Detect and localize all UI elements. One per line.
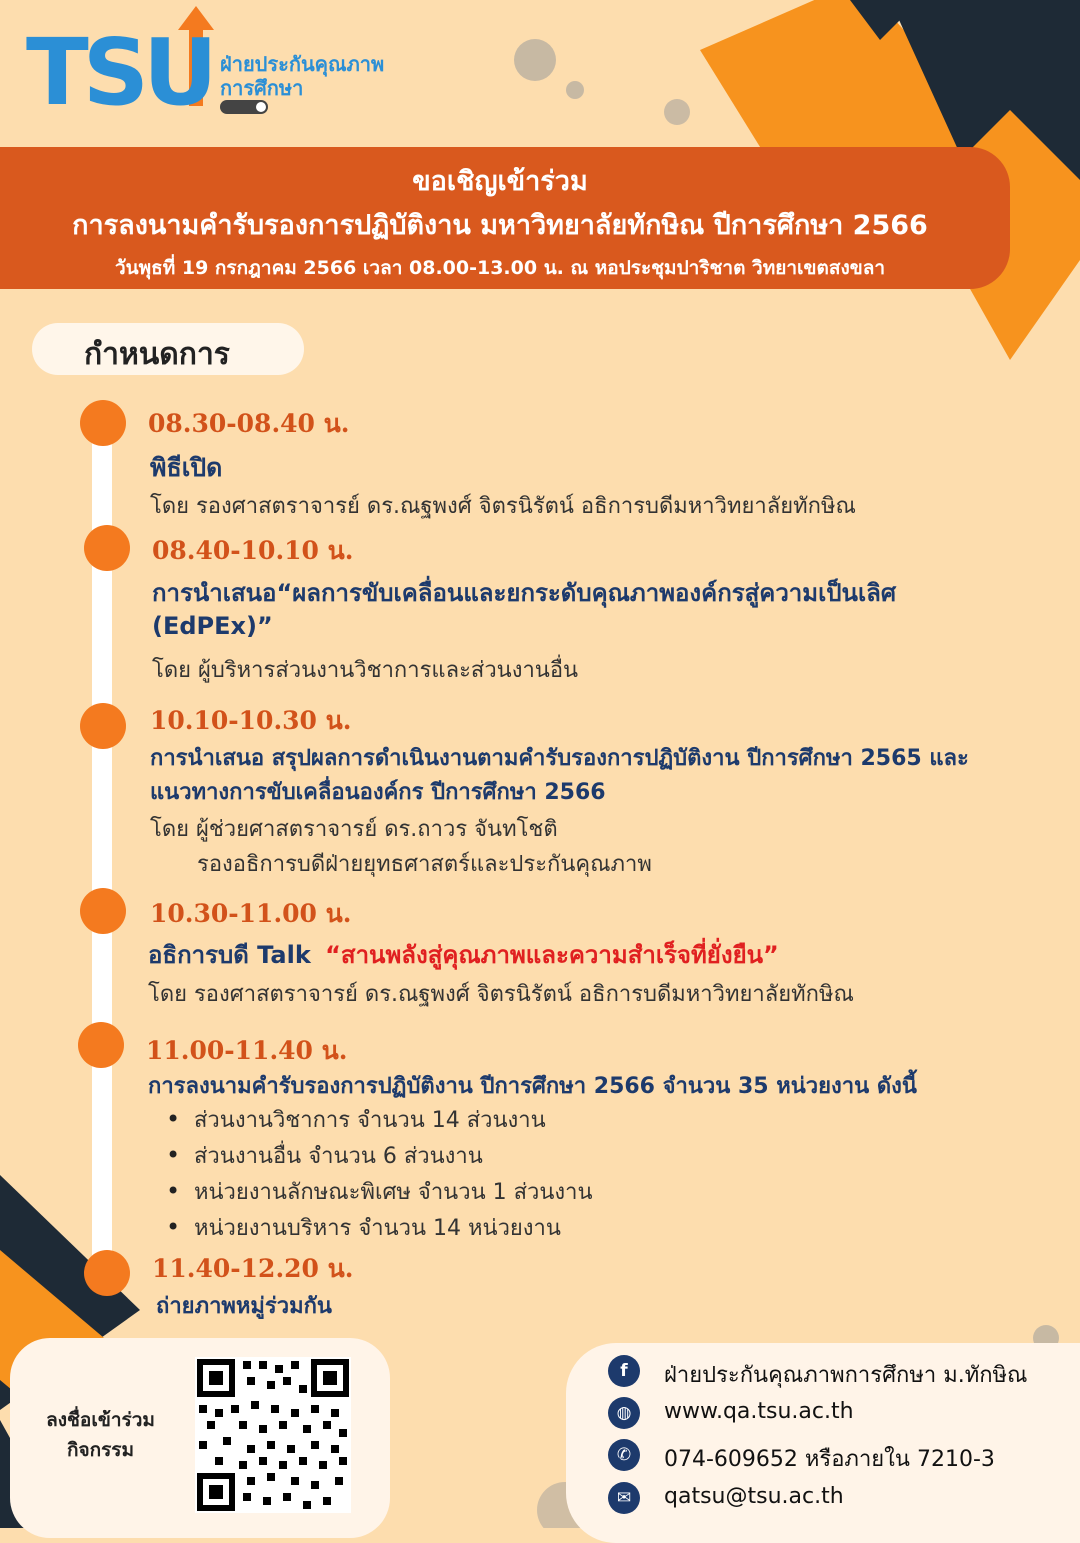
contact-website[interactable]: [608, 1397, 1068, 1431]
banner-date-venue: วันพุธที่ 19 กรกฎาคม 2566 เวลา 08.00-13.00 น. ณ หอประชุมปาริชาต วิทยาเขตสงขลา: [114, 257, 886, 279]
list-item: • หน่วยงานลักษณะพิเศษ จำนวน 1 ส่วนงาน: [166, 1174, 593, 1210]
item-title: ถ่ายภาพหมู่ร่วมกัน: [156, 1294, 332, 1319]
contact-text: ฝ่ายประกันคุณภาพการศึกษา ม.ทักษิณ: [664, 1363, 1028, 1388]
timeline-dot: [84, 1250, 130, 1296]
item-presenter-position: รองอธิการบดีฝ่ายยุทธศาสตร์และประกันคุณภาพ: [197, 852, 652, 877]
logo-text-line1: ฝ่ายประกันคุณภาพ: [220, 52, 385, 76]
contact-facebook[interactable]: [608, 1355, 1068, 1389]
item-presenter: โดย ผู้บริหารส่วนงานวิชาการและส่วนงานอื่น: [152, 658, 579, 683]
unit-list: [166, 1102, 593, 1246]
item-title-cont: (EdPEx)”: [152, 612, 273, 640]
facebook-icon: f: [608, 1355, 640, 1387]
timeline-dot: [78, 1022, 124, 1068]
timeline-dot: [84, 525, 130, 571]
timeline-dot: [80, 888, 126, 934]
item-title-quote: “สานพลังสู่คุณภาพและความสำเร็จที่ยั่งยืน”: [325, 941, 779, 969]
invitation-banner: [0, 147, 1010, 289]
item-title: พิธีเปิด: [150, 453, 223, 482]
banner-title: การลงนามคำรับรองการปฏิบัติงาน มหาวิทยาลัยทักษิณ ปีการศึกษา 2566: [72, 210, 928, 241]
item-title: [148, 935, 779, 974]
globe-icon: ◍: [608, 1397, 640, 1429]
registration-label: [28, 1405, 173, 1465]
contact-email[interactable]: [608, 1482, 1068, 1516]
email-icon: ✉: [608, 1482, 640, 1514]
item-time: 08.30-08.40 น.: [148, 409, 350, 438]
item-presenter: โดย รองศาสตราจารย์ ดร.ณฐพงศ์ จิตรนิรัตน์ อธิการบดีมหาวิทยาลัยทักษิณ: [148, 982, 854, 1007]
item-title-cont: แนวทางการขับเคลื่อนองค์กร ปีการศึกษา 2566: [150, 780, 606, 805]
logo-toggle-icon: [220, 100, 268, 114]
list-item: • ส่วนงานอื่น จำนวน 6 ส่วนงาน: [166, 1138, 593, 1174]
banner-invite: ขอเชิญเข้าร่วม: [412, 166, 588, 197]
item-title-talk: อธิการบดี Talk: [148, 941, 311, 969]
logo-text-line2: การศึกษา: [220, 76, 304, 100]
contact-text: www.qa.tsu.ac.th: [664, 1399, 854, 1424]
list-item: • ส่วนงานวิชาการ จำนวน 14 ส่วนงาน: [166, 1102, 593, 1138]
item-time: 08.40-10.10 น.: [152, 536, 354, 565]
qr-code[interactable]: [195, 1357, 351, 1513]
list-item: • หน่วยงานบริหาร จำนวน 14 หน่วยงาน: [166, 1210, 593, 1246]
registration-line2: กิจกรรม: [66, 1439, 135, 1461]
item-time: 10.10-10.30 น.: [150, 706, 352, 735]
contact-text: 074-609652 หรือภายใน 7210-3: [664, 1447, 995, 1472]
item-title: การลงนามคำรับรองการปฏิบัติงาน ปีการศึกษา 2566 จำนวน 35 หน่วยงาน ดังนี้: [148, 1074, 917, 1099]
item-time: 11.40-12.20 น.: [152, 1254, 354, 1283]
schedule-heading-pill: [32, 323, 304, 375]
item-time: 10.30-11.00 น.: [150, 899, 352, 928]
item-title: การนำเสนอ“ผลการขับเคลื่อนและยกระดับคุณภาพองค์กรสู่ความเป็นเลิศ: [152, 579, 897, 607]
qr-code-icon: [195, 1357, 351, 1513]
item-time: 11.00-11.40 น.: [146, 1036, 348, 1065]
contact-phone[interactable]: [608, 1439, 1068, 1473]
timeline-dot: [80, 400, 126, 446]
contact-text: qatsu@tsu.ac.th: [664, 1484, 844, 1509]
registration-line1: ลงชื่อเข้าร่วม: [46, 1409, 155, 1431]
logo-letters: TSU: [26, 19, 212, 126]
timeline-dot: [80, 703, 126, 749]
schedule-heading: กำหนดการ: [84, 337, 230, 372]
item-title: การนำเสนอ สรุปผลการดำเนินงานตามคำรับรองการปฏิบัติงาน ปีการศึกษา 2565 และ: [150, 746, 969, 771]
phone-icon: ✆: [608, 1439, 640, 1471]
item-presenter: โดย รองศาสตราจารย์ ดร.ณฐพงศ์ จิตรนิรัตน์ อธิการบดีมหาวิทยาลัยทักษิณ: [150, 494, 856, 519]
item-presenter: โดย ผู้ช่วยศาสตราจารย์ ดร.ถาวร จันทโชติ: [150, 817, 558, 842]
